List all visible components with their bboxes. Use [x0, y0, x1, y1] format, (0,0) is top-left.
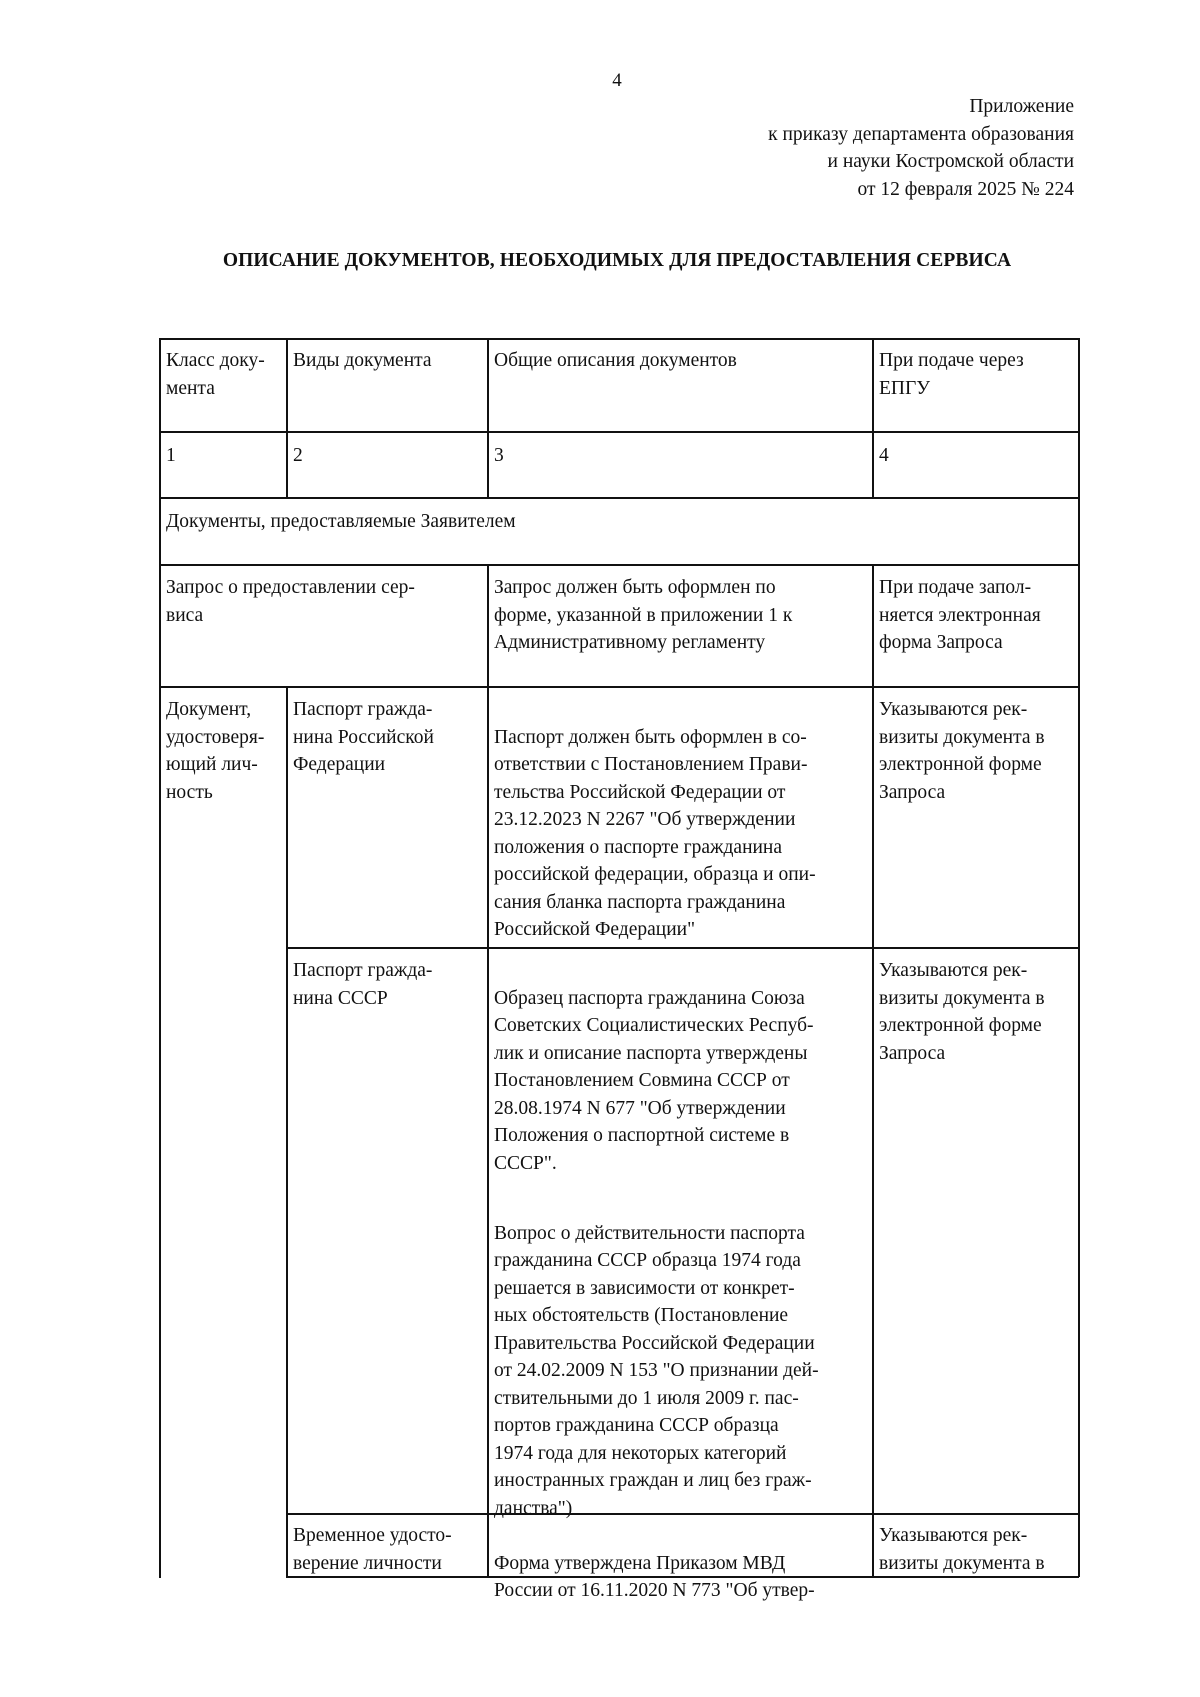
documents-table: [159, 338, 1079, 1601]
description-paragraph: Образец паспорта гражданина Союза Советских Социалистических Респуб- лик и описание паспорта утверждены Постановлением Совмина СССР от 28.08.1974 N 677 "Об утверждении Положения о паспортной системе в СССР".: [494, 987, 814, 1174]
header-description: Общие описания документов: [494, 350, 737, 371]
column-number: 1: [166, 445, 176, 466]
request-epgu: При подаче запол- няется электронная форма Запроса: [879, 577, 1041, 653]
document-epgu: Указываются рек- визиты документа в электронной форме Запроса: [879, 699, 1045, 803]
request-description: Запрос должен быть оформлен по форме, указанной в приложении 1 к Административному регламенту: [494, 577, 793, 653]
document-type: Паспорт гражда- нина Российской Федерации: [293, 699, 434, 775]
description-paragraph: Форма утверждена Приказом МВД России от 16.11.2020 N 773 "Об утвер-: [494, 1552, 815, 1601]
document-description: [494, 696, 872, 971]
table-rule: [159, 338, 161, 1578]
table-rule: [286, 338, 288, 497]
table-rule: [159, 338, 1079, 340]
table-rule: [487, 564, 489, 1577]
request-name: Запрос о предоставлении сер- виса: [166, 577, 415, 626]
document-epgu: Указываются рек- визиты документа в электронной форме Запроса: [879, 960, 1045, 1064]
description-paragraph: Паспорт должен быть оформлен в со- ответствии с Постановлением Прави- тельства Российской Федерации от 23.12.2023 N 2267 "Об утверждении положения о паспорте гражданина российской федерации, образца и опи- сания бланка паспорта гражданина Российской Федерации": [494, 726, 816, 940]
column-number: 3: [494, 445, 504, 466]
table-rule: [1078, 338, 1080, 1577]
table-rule: [872, 564, 874, 1577]
document-title: ОПИСАНИЕ ДОКУМЕНТОВ, НЕОБХОДИМЫХ ДЛЯ ПРЕДОСТАВЛЕНИЯ СЕРВИСА: [222, 250, 1012, 271]
table-rule: [286, 686, 288, 1577]
document-description: [494, 1522, 872, 1632]
table-rule: [872, 338, 874, 497]
document-type: Временное удосто- верение личности: [293, 1525, 452, 1574]
appendix-line: от 12 февраля 2025 № 224: [857, 178, 1074, 200]
table-rule: [487, 338, 489, 497]
table-rule: [159, 431, 1079, 433]
appendix-line: к приказу департамента образования: [768, 123, 1074, 145]
header-class: Класс доку- мента: [166, 350, 265, 399]
column-number: 2: [293, 445, 303, 466]
header-types: Виды документа: [293, 350, 432, 371]
header-epgu: При подаче через ЕПГУ: [879, 350, 1024, 399]
description-paragraph: Вопрос о действительности паспорта гражданина СССР образца 1974 года решается в зависимости от конкрет- ных обстоятельств (Постановление Правительства Российской Федерации от 24.02.2009 N 153 "О признании дей- ствительными до 1 июля 2009 г. пас- портов гражданина СССР образца 1974 года для некоторых категорий иностранных граждан и лиц без граж- данства"): [494, 1222, 819, 1519]
table-rule: [159, 497, 1079, 499]
table-rule: [159, 564, 1079, 566]
column-number: 4: [879, 445, 889, 466]
document-type: Паспорт гражда- нина СССР: [293, 960, 433, 1009]
identity-class: Документ, удостоверя- ющий лич- ность: [166, 699, 265, 803]
document-epgu: Указываются рек- визиты документа в: [879, 1525, 1045, 1574]
section-heading: Документы, предоставляемые Заявителем: [166, 511, 516, 532]
document-description: [494, 957, 872, 1550]
page-number: 4: [612, 70, 622, 91]
appendix-line: и науки Костромской области: [827, 151, 1074, 172]
appendix-block: [768, 93, 1074, 203]
table-rule: [159, 686, 1079, 688]
appendix-line: Приложение: [969, 96, 1074, 117]
